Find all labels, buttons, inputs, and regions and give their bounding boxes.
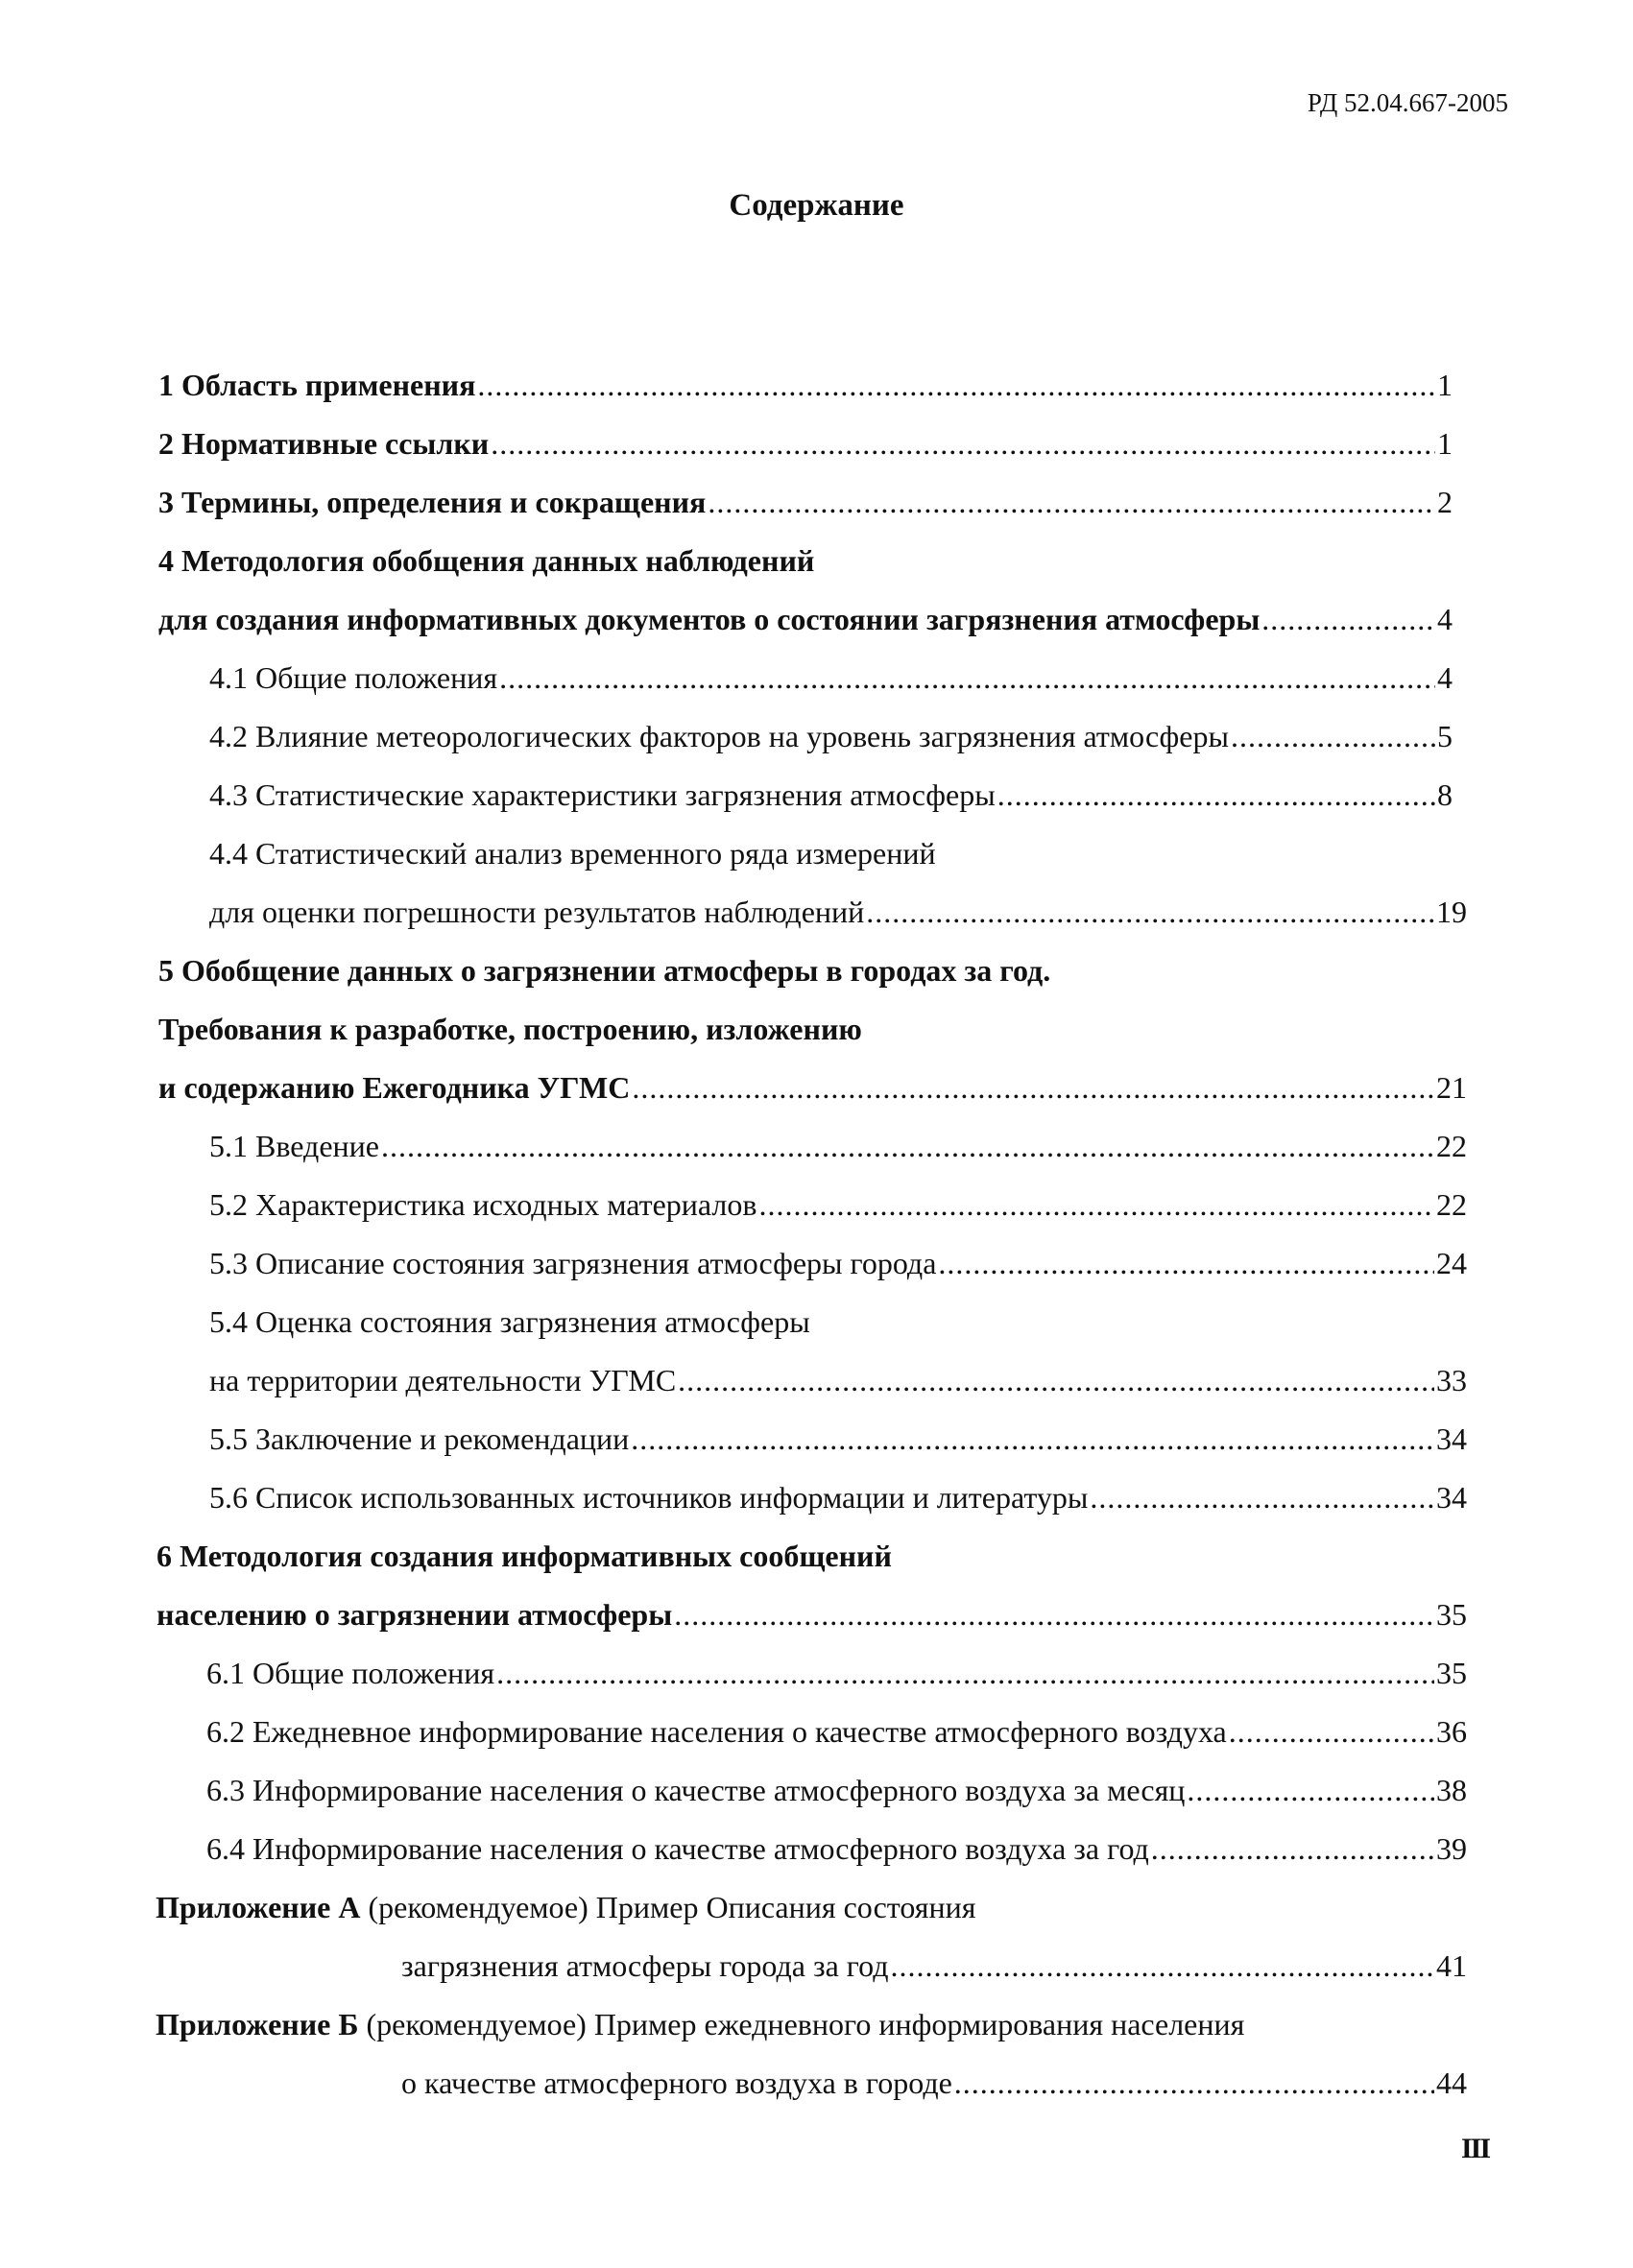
toc-entry: 6.2 Ежедневное информирование населения о качестве атмосферного воздуха ..... 36 bbox=[206, 1709, 1467, 1750]
toc-entry: 4.4 Статистический анализ временного ряда измерений bbox=[209, 836, 936, 871]
toc-entry: для оценки погрешности результатов наблюдений ..... 19 bbox=[209, 890, 1467, 930]
appendix-b-title: Приложение Б (рекомендуемое) Пример ежедневного информирования населения bbox=[156, 2007, 1245, 2041]
toc-entry: 5 Обобщение данных о загрязнении атмосферы в городах за год. bbox=[158, 953, 1051, 988]
toc-entry: 5.5 Заключение и рекомендации ..... 34 bbox=[209, 1417, 1467, 1457]
toc-entry: 6.1 Общие положения ..... 35 bbox=[206, 1651, 1467, 1691]
toc-entry: 4.2 Влияние метеорологических факторов на уровень загрязнения атмосферы ..... 5 bbox=[209, 714, 1453, 754]
toc-entry: населению о загрязнении атмосферы ..... 35 bbox=[156, 1592, 1467, 1633]
toc-entry: 4.1 Общие положения ..... 4 bbox=[209, 656, 1453, 696]
toc-entry: 6 Методология создания информативных сообщений bbox=[156, 1539, 892, 1573]
toc-entry: 5.4 Оценка состояния загрязнения атмосферы bbox=[209, 1304, 810, 1339]
toc-entry: 5.2 Характеристика исходных материалов ..... 22 bbox=[209, 1182, 1467, 1223]
toc-entry: 5.3 Описание состояния загрязнения атмосферы города ..... 24 bbox=[209, 1241, 1467, 1281]
document-code: РД 52.04.667-2005 bbox=[1307, 88, 1508, 117]
toc-entry: 5.1 Введение ..... 22 bbox=[209, 1124, 1467, 1164]
toc-entry: для создания информативных документов о состоянии загрязнения атмосферы ..... 4 bbox=[158, 597, 1453, 637]
appendix-a-title: Приложение А (рекомендуемое) Пример Описания состояния bbox=[156, 1890, 976, 1924]
toc-entry: Требования к разработке, построению, изложению bbox=[158, 1012, 862, 1046]
toc-entry: 6.3 Информирование населения о качестве атмосферного воздуха за месяц ..... 38 bbox=[206, 1768, 1467, 1808]
toc-entry: 5.6 Список использованных источников информации и литературы ..... 34 bbox=[209, 1475, 1467, 1516]
toc-entry: 6.4 Информирование населения о качестве атмосферного воздуха за год ..... 39 bbox=[206, 1826, 1467, 1867]
page-title: Содержание bbox=[729, 188, 904, 223]
toc-entry: 4.3 Статистические характеристики загрязнения атмосферы ..... 8 bbox=[209, 773, 1453, 813]
toc-entry: 2 Нормативные ссылки ..... 1 bbox=[158, 421, 1453, 462]
toc-entry: на территории деятельности УГМС ..... 33 bbox=[209, 1358, 1467, 1398]
toc-entry: 3 Термины, определения и сокращения ..... 2 bbox=[158, 480, 1453, 520]
appendix-a-entry: загрязнения атмосферы города за год ..... 41 bbox=[401, 1944, 1467, 1984]
toc-entry: 1 Область применения ..... 1 bbox=[158, 363, 1453, 403]
toc-entry: 4 Методология обобщения данных наблюдений bbox=[158, 543, 815, 578]
page-number: III bbox=[1460, 2133, 1489, 2164]
toc-entry: и содержанию Ежегодника УГМС ..... 21 bbox=[158, 1065, 1467, 1106]
appendix-b-entry: о качестве атмосферного воздуха в городе ..... 44 bbox=[401, 2061, 1467, 2101]
